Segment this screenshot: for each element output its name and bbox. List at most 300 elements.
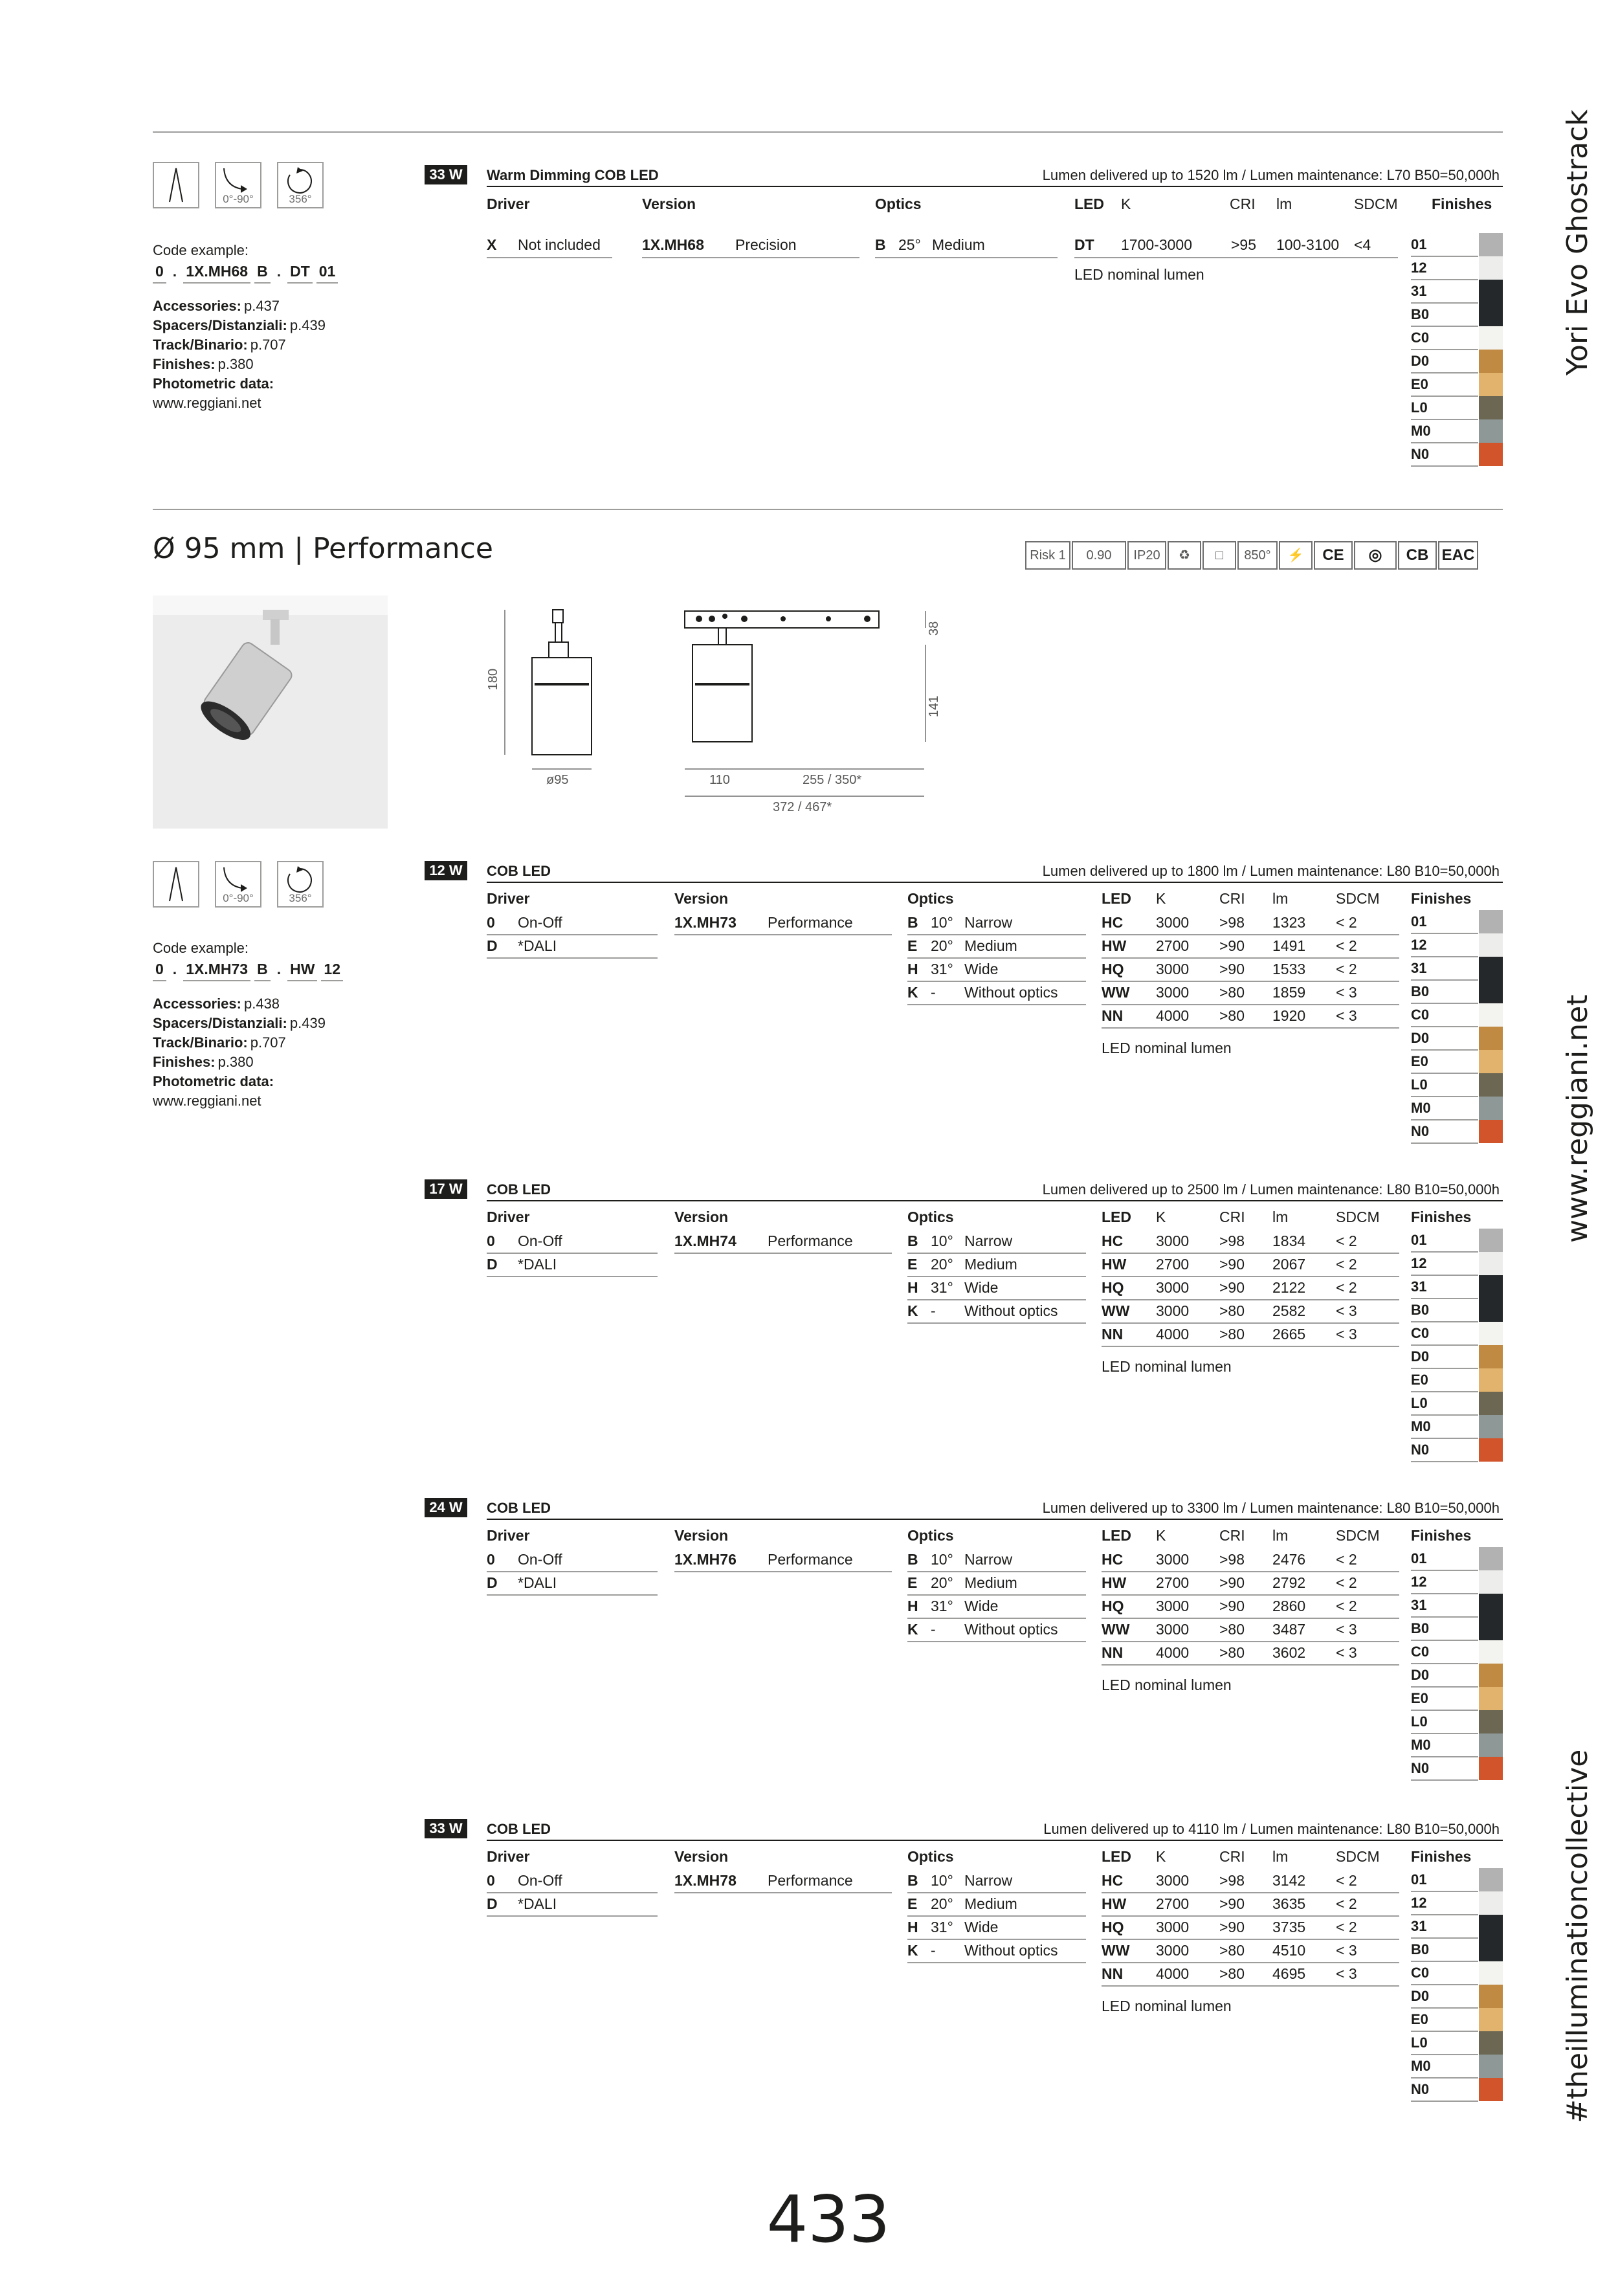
beam-angle-icon-glyph [154, 862, 198, 906]
lumen-info: Lumen delivered up to 1520 lm / Lumen maintenance: L70 B50=50,000h [1042, 167, 1500, 183]
reference-line [153, 296, 373, 316]
beam-angle-icon [153, 861, 199, 908]
reference-line [153, 1072, 373, 1091]
finish-swatch [1479, 1915, 1503, 1938]
column-header-cri: CRI [1219, 890, 1245, 907]
led-note: LED nominal lumen [1074, 266, 1204, 283]
led-cri: >98 [1219, 1551, 1245, 1568]
finish-code: 31 [1411, 960, 1427, 976]
finish-code: 31 [1411, 1918, 1427, 1934]
website-link[interactable]: www.reggiani.net [153, 395, 261, 411]
finish-swatch [1479, 443, 1503, 466]
optics-underline [875, 257, 1058, 258]
finish-underline [1411, 956, 1478, 957]
led-k: 3000 [1156, 1942, 1190, 1959]
led-sdcm: <4 [1354, 236, 1371, 253]
led-underline [1102, 934, 1399, 935]
column-header-cri: CRI [1219, 1848, 1245, 1865]
finish-swatch [1479, 280, 1503, 303]
driver-underline [487, 1892, 658, 1893]
optics-code: B [907, 1872, 918, 1889]
version-label: Performance [768, 1551, 853, 1568]
finish-underline [1411, 1756, 1478, 1757]
led-k: 3000 [1156, 961, 1190, 977]
optics-code: K [907, 984, 918, 1001]
led-k: 4000 [1156, 1007, 1190, 1024]
column-header-led: LED [1102, 1209, 1131, 1225]
column-header-optics: Optics [907, 1527, 954, 1544]
finish-underline [1411, 419, 1478, 420]
led-sdcm: < 2 [1336, 961, 1357, 977]
finish-code: L0 [1411, 2034, 1428, 2051]
finish-swatch [1479, 303, 1503, 326]
finish-code: 12 [1411, 260, 1427, 276]
led-k: 1700-3000 [1121, 236, 1192, 253]
finish-underline [1411, 396, 1478, 397]
finish-underline [1411, 1984, 1478, 1985]
website-link[interactable]: www.reggiani.net [153, 1093, 261, 1109]
led-underline [1102, 1939, 1399, 1940]
finish-code: D0 [1411, 1667, 1430, 1683]
finish-underline [1411, 1937, 1478, 1939]
led-underline [1102, 1004, 1399, 1005]
finish-swatch [1479, 980, 1503, 1003]
reference-page: p.439 [289, 1015, 326, 1031]
led-k: 4000 [1156, 1965, 1190, 1982]
driver-underline [487, 1571, 658, 1572]
reference-key: Track/Binario: [153, 1034, 248, 1051]
version-code: 1X.MH78 [674, 1872, 737, 1889]
code-part: DT [287, 262, 313, 284]
led-lm: 2582 [1272, 1302, 1306, 1319]
finish-underline [1411, 933, 1478, 934]
finish-code: L0 [1411, 1395, 1428, 1411]
finish-code: 01 [1411, 1550, 1427, 1566]
finish-swatch [1479, 1415, 1503, 1438]
driver-code: D [487, 937, 498, 954]
section-title: COB LED [487, 1181, 551, 1198]
reference-page: p.707 [250, 1034, 286, 1051]
finish-swatch [1479, 2055, 1503, 2078]
led-note: LED nominal lumen [1102, 1677, 1232, 1693]
finish-underline [1411, 1049, 1478, 1051]
optics-code: B [907, 1551, 918, 1568]
driver-underline [487, 1594, 658, 1596]
finish-underline [1411, 1003, 1478, 1004]
finish-underline [1411, 1368, 1478, 1369]
led-k: 2700 [1156, 1895, 1190, 1912]
reference-line [153, 1053, 373, 1072]
led-lm: 2860 [1272, 1598, 1306, 1614]
finish-code: L0 [1411, 1713, 1428, 1730]
finish-swatch [1479, 1252, 1503, 1275]
led-cri: >80 [1219, 1326, 1245, 1343]
column-header-finishes: Finishes [1432, 195, 1492, 212]
rotation-icon [277, 861, 324, 908]
finish-underline [1411, 1914, 1478, 1915]
led-code: WW [1102, 1942, 1130, 1959]
led-underline [1102, 1571, 1399, 1572]
led-lm: 3635 [1272, 1895, 1306, 1912]
driver-label: On-Off [518, 1232, 562, 1249]
finish-swatch [1479, 1097, 1503, 1120]
column-header-finishes: Finishes [1411, 890, 1472, 907]
tilt-icon [215, 162, 261, 208]
led-cri: >80 [1219, 1302, 1245, 1319]
version-label: Performance [768, 1872, 853, 1889]
finish-swatch [1479, 1961, 1503, 1985]
beam-angle-icon-glyph [154, 163, 198, 207]
led-code: HQ [1102, 1919, 1124, 1935]
optics-code: E [907, 1574, 918, 1591]
column-header-version: Version [642, 195, 696, 212]
finish-swatch [1479, 1050, 1503, 1073]
led-sdcm: < 3 [1336, 1621, 1357, 1638]
optics-underline [907, 1571, 1086, 1572]
technical-drawing [479, 602, 945, 816]
optics-code: K [907, 1302, 918, 1319]
led-sdcm: < 3 [1336, 984, 1357, 1001]
led-k: 3000 [1156, 1598, 1190, 1614]
optics-angle: 10° [931, 1872, 953, 1889]
reference-page: p.380 [217, 356, 254, 372]
finish-code: 12 [1411, 1574, 1427, 1590]
code-part: . [276, 263, 282, 280]
section-rule [487, 882, 1503, 883]
finish-underline [1411, 465, 1478, 467]
led-code: WW [1102, 1621, 1130, 1638]
led-underline [1102, 1618, 1399, 1619]
optics-angle: - [931, 1942, 936, 1959]
column-header-cri: CRI [1219, 1527, 1245, 1544]
section-rule [487, 1200, 1503, 1201]
code-example-label: Code example: [153, 242, 249, 258]
version-underline [642, 257, 859, 258]
finish-swatch [1479, 1710, 1503, 1733]
led-k: 3000 [1156, 1551, 1190, 1568]
led-k: 3000 [1156, 1621, 1190, 1638]
finish-code: D0 [1411, 353, 1430, 369]
led-sdcm: < 2 [1336, 1919, 1357, 1935]
dim-diameter: ø95 [546, 773, 569, 787]
finish-code: 01 [1411, 1232, 1427, 1248]
optics-label: Wide [964, 961, 999, 977]
finish-swatch [1479, 1438, 1503, 1462]
reference-line [153, 355, 373, 374]
led-sdcm: < 2 [1336, 937, 1357, 954]
code-part: 12 [321, 959, 343, 981]
column-header-led: LED [1102, 890, 1131, 907]
reference-key: Spacers/Distanziali: [153, 1015, 287, 1031]
finish-code: C0 [1411, 1325, 1430, 1341]
rotation-icon-label: 356° [289, 892, 312, 904]
optics-angle: - [931, 1621, 936, 1638]
led-underline [1102, 1985, 1399, 1987]
cert-badge: □ [1202, 541, 1236, 570]
code-part: . [172, 263, 177, 280]
led-lm: 1491 [1272, 937, 1306, 954]
optics-code: H [907, 1279, 918, 1296]
tilt-icon [215, 861, 261, 908]
finish-swatch [1479, 1392, 1503, 1415]
finish-swatch [1479, 2031, 1503, 2055]
watt-badge: 33 W [425, 165, 467, 184]
finish-swatch [1479, 1073, 1503, 1097]
optics-code: B [907, 914, 918, 931]
finish-underline [1411, 372, 1478, 373]
led-cri: >98 [1219, 1232, 1245, 1249]
finish-underline [1411, 1891, 1478, 1892]
section-title: COB LED [487, 1500, 551, 1516]
section-rule [487, 1519, 1503, 1520]
led-code: HC [1102, 1551, 1124, 1568]
led-code: WW [1102, 1302, 1130, 1319]
dim-height: 180 [486, 668, 501, 691]
finish-swatch [1479, 1640, 1503, 1664]
led-cri: >98 [1219, 1872, 1245, 1889]
lumen-info: Lumen delivered up to 4110 lm / Lumen maintenance: L80 B10=50,000h [1043, 1821, 1500, 1837]
driver-label: On-Off [518, 1551, 562, 1568]
version-label: Precision [735, 236, 797, 253]
dim-110: 110 [709, 773, 730, 787]
led-sdcm: < 3 [1336, 1644, 1357, 1661]
led-k: 3000 [1156, 984, 1190, 1001]
column-header-optics: Optics [907, 1848, 954, 1865]
optics-underline [907, 1253, 1086, 1254]
watt-badge: 33 W [425, 1819, 467, 1838]
finish-code: N0 [1411, 446, 1430, 462]
driver-underline [487, 934, 658, 935]
finish-underline [1411, 1663, 1478, 1664]
finish-underline [1411, 2031, 1478, 2032]
driver-code: 0 [487, 1232, 495, 1249]
cert-badge: ◎ [1354, 541, 1397, 570]
finish-code: N0 [1411, 1123, 1430, 1139]
product-photo [153, 596, 388, 829]
code-part: 0 [153, 959, 166, 981]
optics-label: Narrow [964, 1551, 1013, 1568]
version-label: Performance [768, 1232, 853, 1249]
optics-label: Narrow [964, 1232, 1013, 1249]
reference-key: Photometric data: [153, 1073, 274, 1089]
code-part: HW [287, 959, 317, 981]
driver-underline [487, 257, 612, 258]
optics-label: Narrow [964, 1872, 1013, 1889]
finish-code: B0 [1411, 983, 1430, 999]
column-header-version: Version [674, 1527, 729, 1544]
optics-underline [907, 1962, 1086, 1963]
finish-underline [1411, 1616, 1478, 1618]
led-lm: 3487 [1272, 1621, 1306, 1638]
led-underline [1074, 257, 1398, 258]
cert-badge: CB [1398, 541, 1437, 570]
optics-angle: 31° [931, 1598, 953, 1614]
column-header-cri: CRI [1219, 1209, 1245, 1225]
optics-code: E [907, 937, 918, 954]
driver-code: D [487, 1895, 498, 1912]
optics-code: B [875, 236, 886, 253]
led-code: NN [1102, 1326, 1124, 1343]
led-k: 2700 [1156, 1256, 1190, 1273]
optics-angle: 10° [931, 1232, 953, 1249]
finish-swatch [1479, 1368, 1503, 1392]
tilt-icon-label: 0°-90° [223, 193, 254, 205]
column-header-version: Version [674, 1209, 729, 1225]
column-header-version: Version [674, 1848, 729, 1865]
reference-page: p.380 [217, 1054, 254, 1070]
led-note: LED nominal lumen [1102, 1358, 1232, 1375]
optics-angle: 31° [931, 1919, 953, 1935]
led-k: 4000 [1156, 1326, 1190, 1343]
cert-badge: EAC [1438, 541, 1478, 570]
finish-code: D0 [1411, 1988, 1430, 2004]
column-header-sdcm: SDCM [1336, 1209, 1380, 1225]
finish-underline [1411, 349, 1478, 350]
led-cri: >80 [1219, 984, 1245, 1001]
led-sdcm: < 3 [1336, 1965, 1357, 1982]
finish-code: N0 [1411, 1442, 1430, 1458]
spacer [153, 284, 373, 296]
column-header-sdcm: SDCM [1336, 890, 1380, 907]
finish-underline [1411, 1321, 1478, 1322]
led-underline [1102, 1299, 1399, 1300]
finish-swatch [1479, 1229, 1503, 1252]
finish-underline [1411, 979, 1478, 981]
reference-line [153, 994, 373, 1014]
finish-swatch [1479, 2078, 1503, 2101]
column-header-driver: Driver [487, 195, 530, 212]
optics-angle: 31° [931, 1279, 953, 1296]
reference-key: Accessories: [153, 298, 241, 314]
led-underline [1102, 1322, 1399, 1324]
finish-swatch [1479, 256, 1503, 280]
led-k: 3000 [1156, 914, 1190, 931]
driver-code: D [487, 1256, 498, 1273]
optics-label: Wide [964, 1919, 999, 1935]
lumen-info: Lumen delivered up to 1800 lm / Lumen maintenance: L80 B10=50,000h [1042, 863, 1500, 879]
optics-label: Without optics [964, 984, 1058, 1001]
finish-code: M0 [1411, 2058, 1431, 2074]
led-code: HQ [1102, 961, 1124, 977]
driver-underline [487, 957, 658, 959]
led-code: NN [1102, 1007, 1124, 1024]
version-underline [674, 1892, 892, 1893]
led-lm: 1323 [1272, 914, 1306, 931]
reference-page: p.438 [243, 996, 280, 1012]
column-header-k: K [1156, 890, 1166, 907]
column-header-version: Version [674, 890, 729, 907]
finish-code: 31 [1411, 1278, 1427, 1295]
finish-underline [1411, 2054, 1478, 2055]
led-code: HQ [1102, 1279, 1124, 1296]
column-header-k: K [1156, 1527, 1166, 1544]
led-sdcm: < 2 [1336, 1598, 1357, 1614]
reference-key: Finishes: [153, 356, 216, 372]
cert-badge: Risk 1 [1025, 541, 1070, 570]
led-code: WW [1102, 984, 1130, 1001]
finish-underline [1411, 1733, 1478, 1734]
code-part: . [276, 961, 282, 977]
finish-underline [1411, 1142, 1478, 1144]
led-k: 3000 [1156, 1919, 1190, 1935]
finish-underline [1411, 1686, 1478, 1688]
finish-code: E0 [1411, 1053, 1428, 1069]
column-header-finishes: Finishes [1411, 1527, 1472, 1544]
optics-label: Medium [964, 1895, 1017, 1912]
led-lm: 100-3100 [1276, 236, 1340, 253]
version-underline [674, 1571, 892, 1572]
led-sdcm: < 3 [1336, 1942, 1357, 1959]
optics-label: Wide [964, 1279, 999, 1296]
column-header-lm: lm [1272, 890, 1289, 907]
finish-code: 12 [1411, 937, 1427, 953]
finish-code: L0 [1411, 1076, 1428, 1093]
side-hashtag: #theilluminationcollective [1561, 1749, 1594, 2123]
optics-underline [907, 1939, 1086, 1940]
finish-code: E0 [1411, 1690, 1428, 1706]
finish-code: 01 [1411, 913, 1427, 930]
finish-swatch [1479, 1664, 1503, 1687]
led-lm: 2476 [1272, 1551, 1306, 1568]
watt-badge: 17 W [425, 1179, 467, 1199]
version-code: 1X.MH74 [674, 1232, 737, 1249]
led-underline [1102, 981, 1399, 982]
led-lm: 1533 [1272, 961, 1306, 977]
column-header-sdcm: SDCM [1354, 195, 1398, 212]
finish-code: M0 [1411, 1737, 1431, 1753]
finish-code: C0 [1411, 1007, 1430, 1023]
optics-angle: - [931, 1302, 936, 1319]
finish-underline [1411, 2077, 1478, 2079]
finish-underline [1411, 302, 1478, 304]
dim-38: 38 [927, 621, 941, 636]
version-code: 1X.MH76 [674, 1551, 737, 1568]
code-part: 0 [153, 262, 166, 284]
finish-swatch [1479, 910, 1503, 933]
finish-code: C0 [1411, 329, 1430, 346]
section-rule [487, 1840, 1503, 1841]
code-part: B [254, 959, 271, 981]
led-k: 3000 [1156, 1872, 1190, 1889]
led-cri: >90 [1219, 1256, 1245, 1273]
finish-code: E0 [1411, 376, 1428, 392]
led-k: 3000 [1156, 1232, 1190, 1249]
rotation-icon [277, 162, 324, 208]
section-title: Warm Dimming COB LED [487, 167, 659, 183]
led-code: HC [1102, 1872, 1124, 1889]
lumen-info: Lumen delivered up to 3300 lm / Lumen maintenance: L80 B10=50,000h [1042, 1500, 1500, 1516]
finish-underline [1411, 1414, 1478, 1416]
finish-underline [1411, 1438, 1478, 1439]
led-cri: >98 [1219, 914, 1245, 931]
led-underline [1102, 1594, 1399, 1596]
optics-angle: 10° [931, 1551, 953, 1568]
side-website: www.reggiani.net [1561, 994, 1594, 1243]
optics-label: Wide [964, 1598, 999, 1614]
led-lm: 2067 [1272, 1256, 1306, 1273]
cert-badge: 0.90 [1072, 541, 1126, 570]
reference-key: Photometric data: [153, 375, 274, 392]
led-cri: >80 [1219, 1007, 1245, 1024]
finish-swatch [1479, 1891, 1503, 1915]
spacer [153, 981, 373, 994]
led-sdcm: < 3 [1336, 1326, 1357, 1343]
finish-underline [1411, 1026, 1478, 1027]
finish-code: 31 [1411, 1597, 1427, 1613]
finish-swatch [1479, 1617, 1503, 1640]
reference-page: p.437 [243, 298, 280, 314]
finish-code: C0 [1411, 1644, 1430, 1660]
